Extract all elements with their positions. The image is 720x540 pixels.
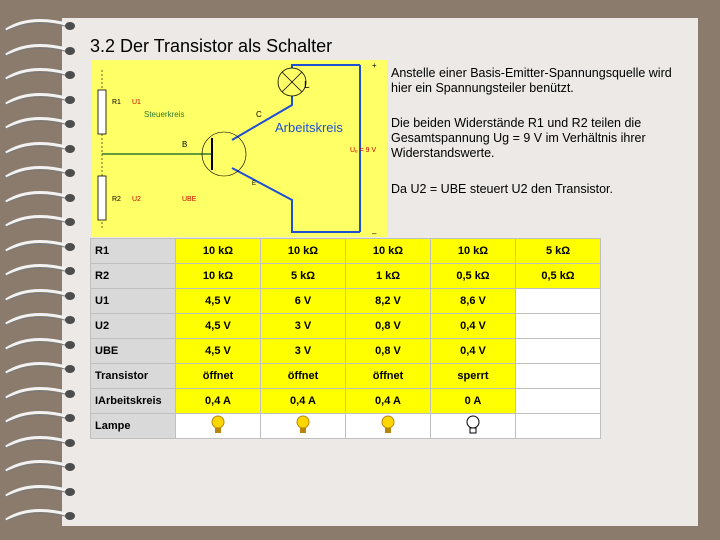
- row-header: R1: [91, 239, 176, 264]
- table-cell: 6 V: [261, 289, 346, 314]
- binder-ring: [0, 410, 80, 426]
- values-table: [90, 238, 601, 439]
- resistor-r1: [98, 90, 106, 134]
- label-c: C: [256, 110, 262, 119]
- table-cell: 10 kΩ: [176, 239, 261, 264]
- label-arbeitskreis: Arbeitskreis: [275, 120, 343, 135]
- table-cell: 5 kΩ: [516, 239, 601, 264]
- table-row: [91, 264, 601, 289]
- label-e: E: [252, 181, 257, 187]
- table-cell: öffnet: [261, 364, 346, 389]
- table-cell: [516, 289, 601, 314]
- table-cell: [516, 414, 601, 439]
- binder-ring: [0, 43, 80, 59]
- binder-ring: [0, 288, 80, 304]
- table-row: [91, 389, 601, 414]
- table-cell: [516, 389, 601, 414]
- table-cell: 4,5 V: [176, 339, 261, 364]
- table-row: [91, 289, 601, 314]
- table-cell: 4,5 V: [176, 289, 261, 314]
- resistor-r2: [98, 176, 106, 220]
- label-u1: U1: [132, 99, 141, 106]
- table-cell: öffnet: [176, 364, 261, 389]
- binder-ring: [0, 92, 80, 108]
- binder-ring: [0, 484, 80, 500]
- label-plus: +: [372, 61, 377, 70]
- table-cell: 10 kΩ: [431, 239, 516, 264]
- bulb-on-icon: [261, 414, 346, 439]
- table-cell: 0 A: [431, 389, 516, 414]
- binder-ring: [0, 67, 80, 83]
- table-cell: 0,4 V: [431, 314, 516, 339]
- label-b: B: [182, 140, 188, 149]
- slide-title: 3.2 Der Transistor als Schalter: [90, 36, 333, 56]
- binder-ring: [0, 508, 80, 524]
- table-row: [91, 339, 601, 364]
- table-cell: 3 V: [261, 314, 346, 339]
- table-cell: 5 kΩ: [261, 264, 346, 289]
- table-cell: 1 kΩ: [346, 264, 431, 289]
- table-cell: 10 kΩ: [176, 264, 261, 289]
- binder-ring: [0, 386, 80, 402]
- label-lamp: L: [304, 80, 310, 91]
- table-cell: 0,5 kΩ: [431, 264, 516, 289]
- table-cell: 8,6 V: [431, 289, 516, 314]
- bulb-off-icon: [431, 414, 516, 439]
- binder-ring: [0, 214, 80, 230]
- row-header: IArbeitskreis: [91, 389, 176, 414]
- binder-ring: [0, 18, 80, 34]
- row-header: U1: [91, 289, 176, 314]
- table-cell: 0,4 A: [261, 389, 346, 414]
- binder-ring: [0, 239, 80, 255]
- table-cell: 0,8 V: [346, 339, 431, 364]
- table-cell: 10 kΩ: [346, 239, 431, 264]
- table-cell: sperrt: [431, 364, 516, 389]
- binder-ring: [0, 116, 80, 132]
- table-cell: 3 V: [261, 339, 346, 364]
- table-cell: 0,5 kΩ: [516, 264, 601, 289]
- table-cell: 0,4 A: [346, 389, 431, 414]
- table-cell: 0,4 A: [176, 389, 261, 414]
- binder-ring: [0, 190, 80, 206]
- binder-ring: [0, 337, 80, 353]
- table-cell: öffnet: [346, 364, 431, 389]
- label-r2: R2: [112, 196, 121, 203]
- paragraph-2: Die beiden Widerstände R1 und R2 teilen die Gesamtspannung Ug = 9 V im Verhältnis ihrer Widerstandswerte.: [391, 116, 646, 160]
- table-row: [91, 414, 601, 439]
- paragraph-1: Anstelle einer Basis-Emitter-Spannungsquelle wird hier ein Spannungsteiler benützt.: [391, 66, 672, 95]
- label-u2: U2: [132, 196, 141, 203]
- table-cell: [516, 314, 601, 339]
- label-ube: UBE: [182, 196, 197, 203]
- binder-ring: [0, 459, 80, 475]
- binder-ring: [0, 435, 80, 451]
- row-header: R2: [91, 264, 176, 289]
- label-minus: –: [372, 229, 377, 237]
- label-ug: Uₑ = 9 V: [350, 147, 377, 154]
- table-cell: 4,5 V: [176, 314, 261, 339]
- row-header: Transistor: [91, 364, 176, 389]
- bulb-on-icon: [176, 414, 261, 439]
- table-cell: [516, 339, 601, 364]
- table-cell: 10 kΩ: [261, 239, 346, 264]
- label-steuerkreis: Steuerkreis: [144, 110, 185, 119]
- table-cell: 0,8 V: [346, 314, 431, 339]
- row-header: Lampe: [91, 414, 176, 439]
- row-header: UBE: [91, 339, 176, 364]
- table-row: [91, 364, 601, 389]
- table-cell: 8,2 V: [346, 289, 431, 314]
- binder-ring: [0, 361, 80, 377]
- label-r1: R1: [112, 99, 121, 106]
- bulb-on-icon: [346, 414, 431, 439]
- paragraph-3: Da U2 = UBE steuert U2 den Transistor.: [391, 182, 613, 196]
- binder-ring: [0, 263, 80, 279]
- table-cell: 0,4 V: [431, 339, 516, 364]
- table-row: [91, 239, 601, 264]
- binder-ring: [0, 312, 80, 328]
- transistor-circuit-diagram: [92, 60, 387, 237]
- binder-ring: [0, 165, 80, 181]
- row-header: U2: [91, 314, 176, 339]
- table-cell: [516, 364, 601, 389]
- table-row: [91, 314, 601, 339]
- binder-ring: [0, 141, 80, 157]
